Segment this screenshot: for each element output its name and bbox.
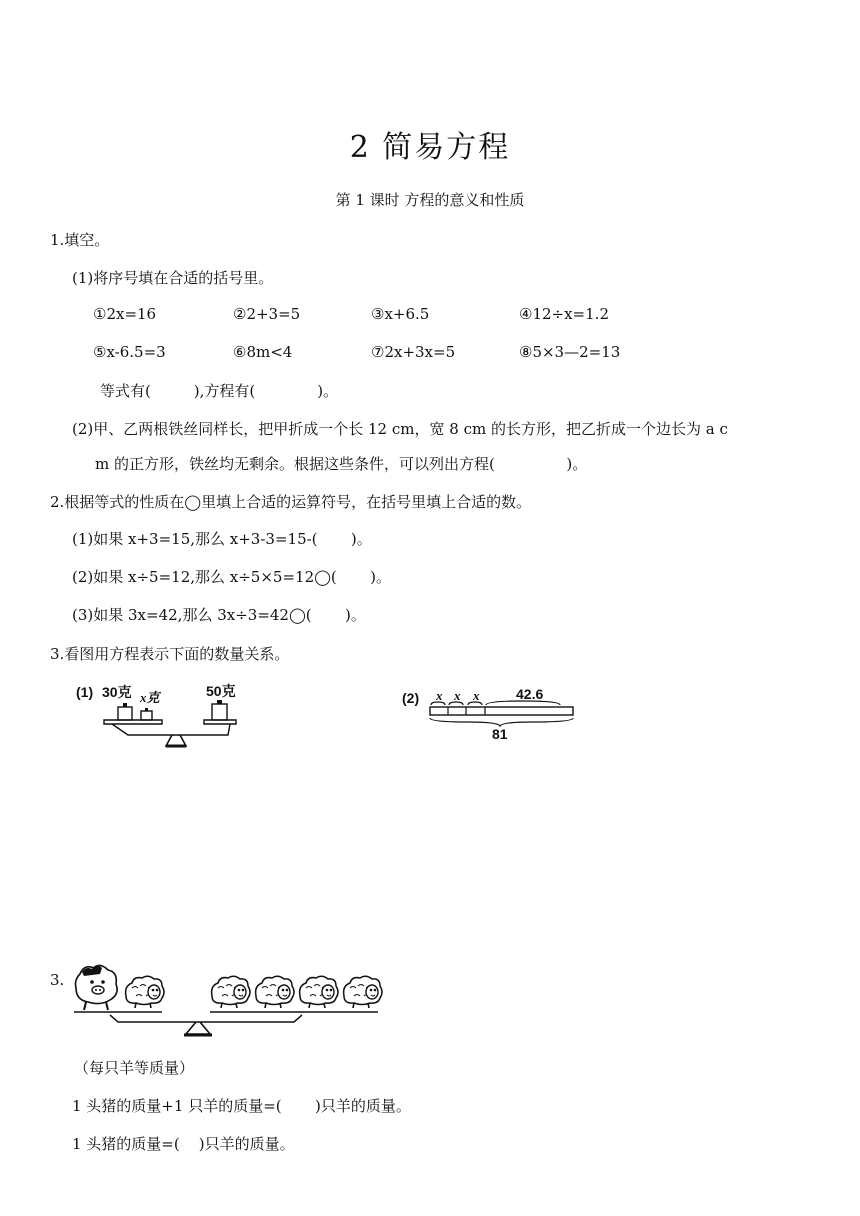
segment-diagram-figure: [398, 682, 583, 742]
total-bar: [430, 707, 573, 715]
q1-item: ⑤x-6.5=3: [93, 343, 166, 361]
q1-item: ⑦2x+3x=5: [371, 343, 456, 361]
sheep-icon: [126, 976, 164, 1008]
left-pan: [104, 720, 162, 724]
fig1-x-weight-label: x克: [140, 690, 160, 705]
q1-answer-line: 等式有( ),方程有( )。: [100, 382, 339, 400]
scale-beam: [112, 724, 230, 735]
fig2-remainder-label: 42.6: [516, 686, 544, 702]
pig-icon: [76, 965, 118, 1010]
sheep-icon: [300, 976, 338, 1008]
sheep-icon: [344, 976, 382, 1008]
q1-item: ①2x=16: [93, 305, 157, 323]
q4-line2: 1 头猪的质量=( )只羊的质量。: [72, 1135, 295, 1153]
balance-scale-figure: [70, 680, 250, 752]
fig1-left-weight-label: 30克: [102, 684, 132, 700]
scale-beam: [110, 1015, 302, 1022]
right-pan: [204, 720, 236, 724]
lesson-subtitle: 第 1 课时 方程的意义和性质: [335, 191, 525, 209]
q1-item: ⑥8m<4: [233, 343, 293, 361]
q2-line: (2)如果 x÷5=12,那么 x÷5×5=12◯( )。: [72, 568, 391, 586]
scale-base: [166, 735, 186, 746]
q1-item: ⑧5×3—2=13: [519, 343, 621, 361]
q1-heading: 1.填空。: [50, 231, 110, 249]
weight-x-icon: [141, 711, 152, 720]
weight-30g-icon: [118, 707, 132, 720]
q4-label: 3.: [50, 971, 65, 989]
q4-line1: 1 头猪的质量+1 只羊的质量=( )只羊的质量。: [72, 1097, 411, 1115]
q1-item: ③x+6.5: [371, 305, 430, 323]
fig2-segment-x: x: [436, 688, 443, 703]
sheep-icon: [212, 976, 250, 1008]
q2-line: (3)如果 3x=42,那么 3x÷3=42◯( )。: [72, 606, 366, 624]
scale-base: [186, 1022, 210, 1034]
q2-heading: 2.根据等式的性质在◯里填上合适的运算符号，在括号里填上合适的数。: [50, 493, 532, 511]
q1-part2-line1: (2)甲、乙两根铁丝同样长，把甲折成一个长 12 cm，宽 8 cm 的长方形，把乙折成一个边长为 a c: [72, 420, 728, 438]
q4-note: （每只羊等质量）: [74, 1059, 195, 1077]
weight-50g-icon: [212, 704, 227, 720]
sheep-icon: [256, 976, 294, 1008]
q1-part2-line2: m 的正方形，铁丝均无剩余。根据这些条件，可以列出方程( )。: [95, 455, 588, 473]
fig2-total-label: 81: [492, 726, 508, 742]
q1-part1-label: (1)将序号填在合适的括号里。: [72, 269, 274, 287]
fig2-segment-x: x: [454, 688, 461, 703]
fig2-segment-x: x: [473, 688, 480, 703]
q1-item: ④12÷x=1.2: [519, 305, 609, 323]
page-title: 2 简易方程: [349, 130, 511, 165]
fig2-label: (2): [402, 690, 420, 706]
q1-item: ②2+3=5: [233, 305, 301, 323]
fig1-label: (1): [76, 684, 94, 700]
fig1-right-weight-label: 50克: [206, 683, 236, 699]
q2-line: (1)如果 x+3=15,那么 x+3-3=15-( )。: [72, 530, 372, 548]
q3-heading: 3.看图用方程表示下面的数量关系。: [50, 645, 290, 663]
pig-sheep-scale-figure: [70, 960, 390, 1040]
